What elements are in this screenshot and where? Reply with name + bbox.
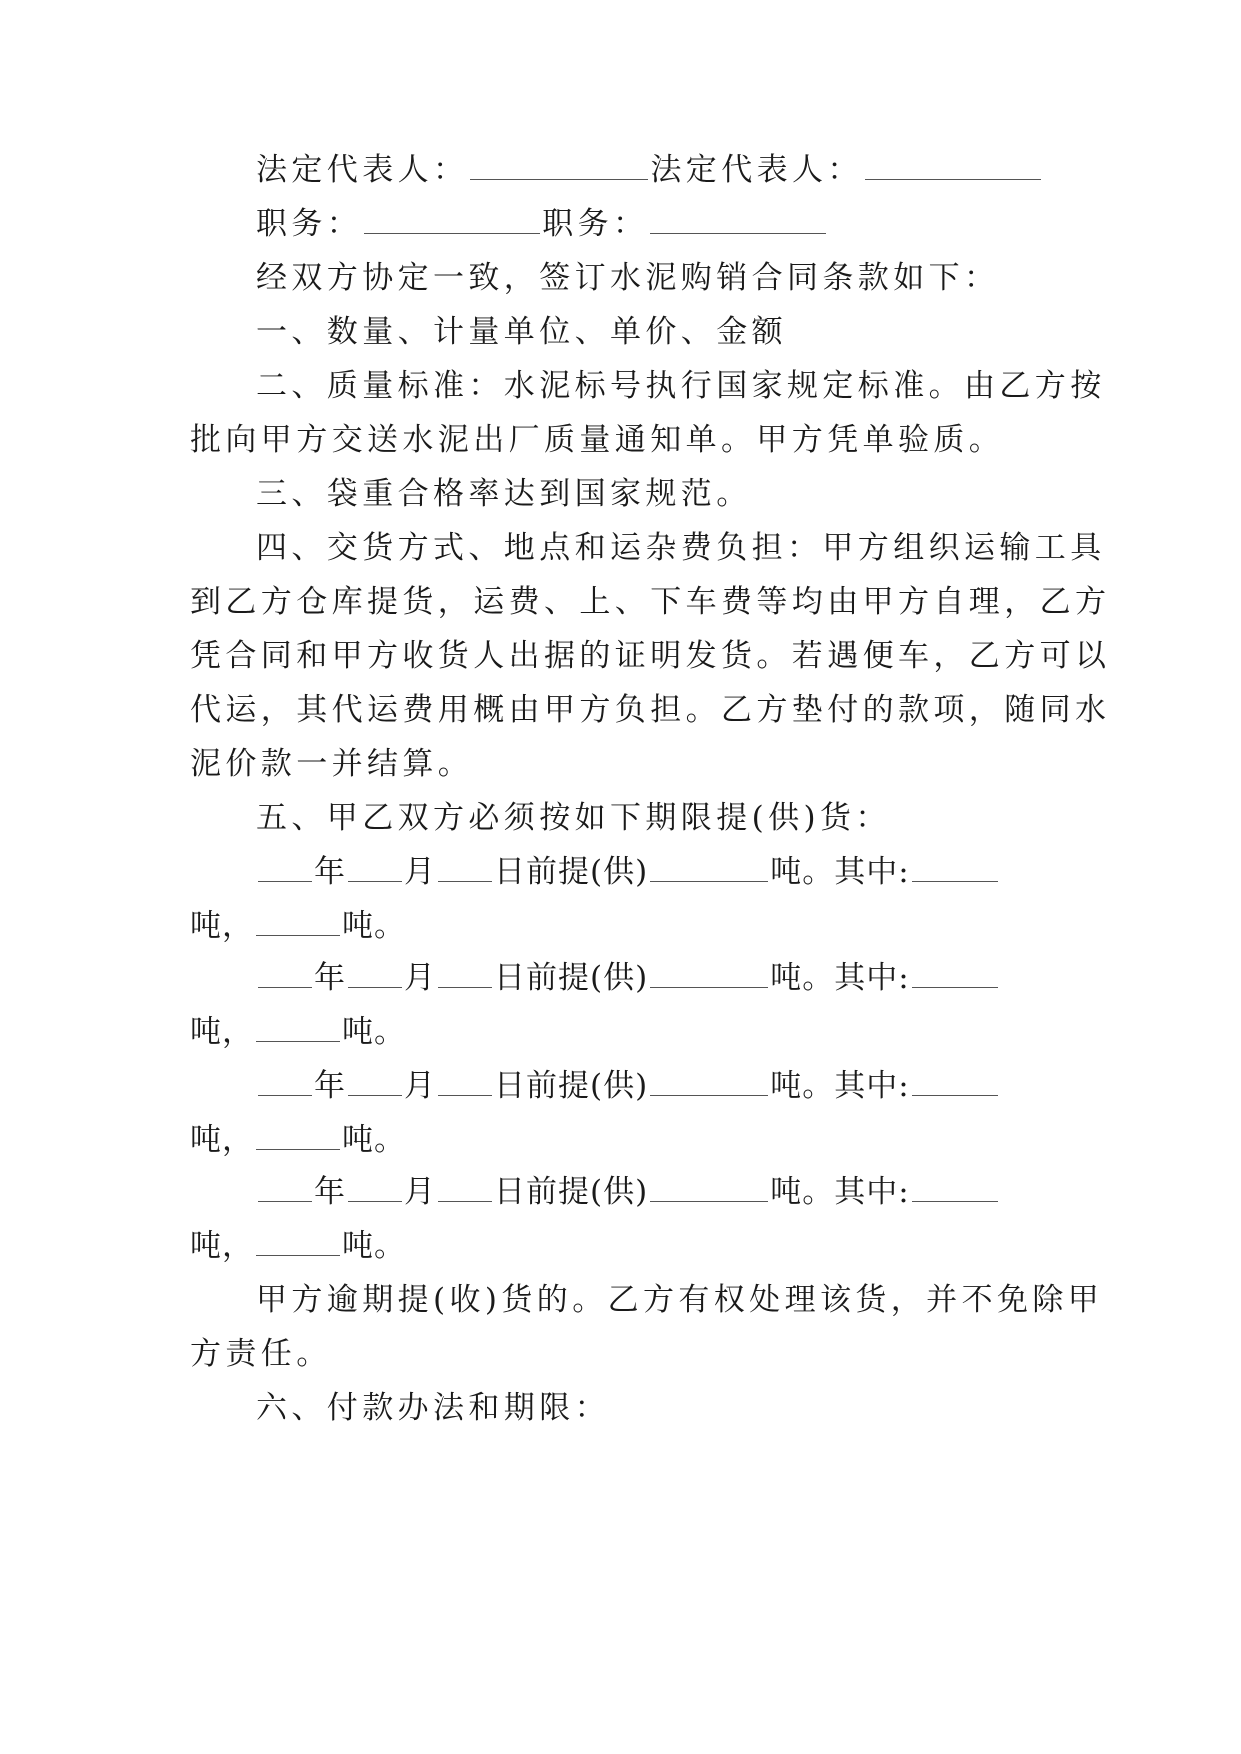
legal-rep-label-a: 法定代表人： [256, 152, 469, 188]
part-blank [912, 961, 998, 988]
year-label: 年 [314, 960, 346, 996]
schedule-row-cont [190, 1012, 1050, 1052]
schedule-row [256, 1066, 1116, 1106]
ton-end-label: 吨。 [342, 1122, 406, 1158]
ton-comma-label: 吨， [190, 1122, 254, 1158]
ton-comma-label: 吨， [190, 1014, 254, 1050]
day-blank [438, 1069, 492, 1096]
clause-2-line-2: 批向甲方交送水泥出厂质量通知单。甲方凭单验质。 [190, 422, 1005, 458]
clause-4-line-1: 四、交货方式、地点和运杂费负担：甲方组织运输工具 [256, 530, 1106, 566]
tons-blank [650, 1175, 768, 1202]
clause-4-line-4: 代运，其代运费用概由甲方负担。乙方垫付的款项，随同水 [190, 692, 1111, 728]
tons-blank [650, 855, 768, 882]
year-label: 年 [314, 1068, 346, 1104]
year-blank [258, 961, 312, 988]
legal-rep-line [256, 150, 1116, 190]
year-blank [258, 1069, 312, 1096]
part-blank-2 [256, 1123, 340, 1150]
month-blank [348, 1069, 402, 1096]
tons-blank [650, 961, 768, 988]
schedule-row [256, 852, 1116, 892]
month-label: 月 [404, 854, 436, 890]
tons-of-label: 吨。其中: [770, 1174, 910, 1210]
clause-4-line-3: 凭合同和甲方收货人出据的证明发货。若遇便车，乙方可以 [190, 638, 1111, 674]
part-blank [912, 1175, 998, 1202]
day-before-label: 日前提(供) [494, 1068, 649, 1104]
ton-comma-label: 吨， [190, 908, 254, 944]
year-label: 年 [314, 854, 346, 890]
part-blank-2 [256, 1229, 340, 1256]
year-blank [258, 1175, 312, 1202]
year-label: 年 [314, 1174, 346, 1210]
day-before-label: 日前提(供) [494, 960, 649, 996]
part-blank [912, 1069, 998, 1096]
late-pickup-line-2: 方责任。 [190, 1336, 332, 1372]
day-blank [438, 961, 492, 988]
late-pickup-line-1: 甲方逾期提(收)货的。乙方有权处理该货，并不免除甲 [256, 1282, 1104, 1318]
month-blank [348, 1175, 402, 1202]
month-label: 月 [404, 1174, 436, 1210]
ton-end-label: 吨。 [342, 908, 406, 944]
day-before-label: 日前提(供) [494, 854, 649, 890]
clause-5: 五、甲乙双方必须按如下期限提(供)货： [256, 800, 891, 836]
legal-rep-label-b: 法定代表人： [650, 152, 863, 188]
post-label-b: 职务： [542, 206, 649, 242]
tons-of-label: 吨。其中: [770, 960, 910, 996]
intro-line: 经双方协定一致，签订水泥购销合同条款如下： [256, 260, 1000, 296]
clause-1: 一、数量、计量单位、单价、金额 [256, 314, 787, 350]
clause-4-line-5: 泥价款一并结算。 [190, 746, 474, 782]
part-blank [912, 855, 998, 882]
schedule-row-cont [190, 1120, 1050, 1160]
month-label: 月 [404, 1068, 436, 1104]
schedule-row [256, 958, 1116, 998]
post-blank-a [364, 207, 540, 234]
day-blank [438, 855, 492, 882]
post-label-a: 职务： [256, 206, 363, 242]
part-blank-2 [256, 1015, 340, 1042]
month-label: 月 [404, 960, 436, 996]
clause-2-line-1: 二、质量标准：水泥标号执行国家规定标准。由乙方按 [256, 368, 1106, 404]
tons-of-label: 吨。其中: [770, 854, 910, 890]
legal-rep-blank-b [865, 153, 1041, 180]
tons-of-label: 吨。其中: [770, 1068, 910, 1104]
clause-6: 六、付款办法和期限： [256, 1390, 610, 1426]
day-blank [438, 1175, 492, 1202]
schedule-row [256, 1172, 1116, 1212]
ton-comma-label: 吨， [190, 1228, 254, 1264]
schedule-row-cont [190, 1226, 1050, 1266]
ton-end-label: 吨。 [342, 1228, 406, 1264]
day-before-label: 日前提(供) [494, 1174, 649, 1210]
ton-end-label: 吨。 [342, 1014, 406, 1050]
year-blank [258, 855, 312, 882]
schedule-row-cont [190, 906, 1050, 946]
month-blank [348, 961, 402, 988]
clause-3: 三、袋重合格率达到国家规范。 [256, 476, 752, 512]
month-blank [348, 855, 402, 882]
clause-4-line-2: 到乙方仓库提货，运费、上、下车费等均由甲方自理，乙方 [190, 584, 1111, 620]
part-blank-2 [256, 909, 340, 936]
tons-blank [650, 1069, 768, 1096]
legal-rep-blank-a [470, 153, 648, 180]
post-blank-b [650, 207, 826, 234]
post-line [256, 204, 1116, 244]
